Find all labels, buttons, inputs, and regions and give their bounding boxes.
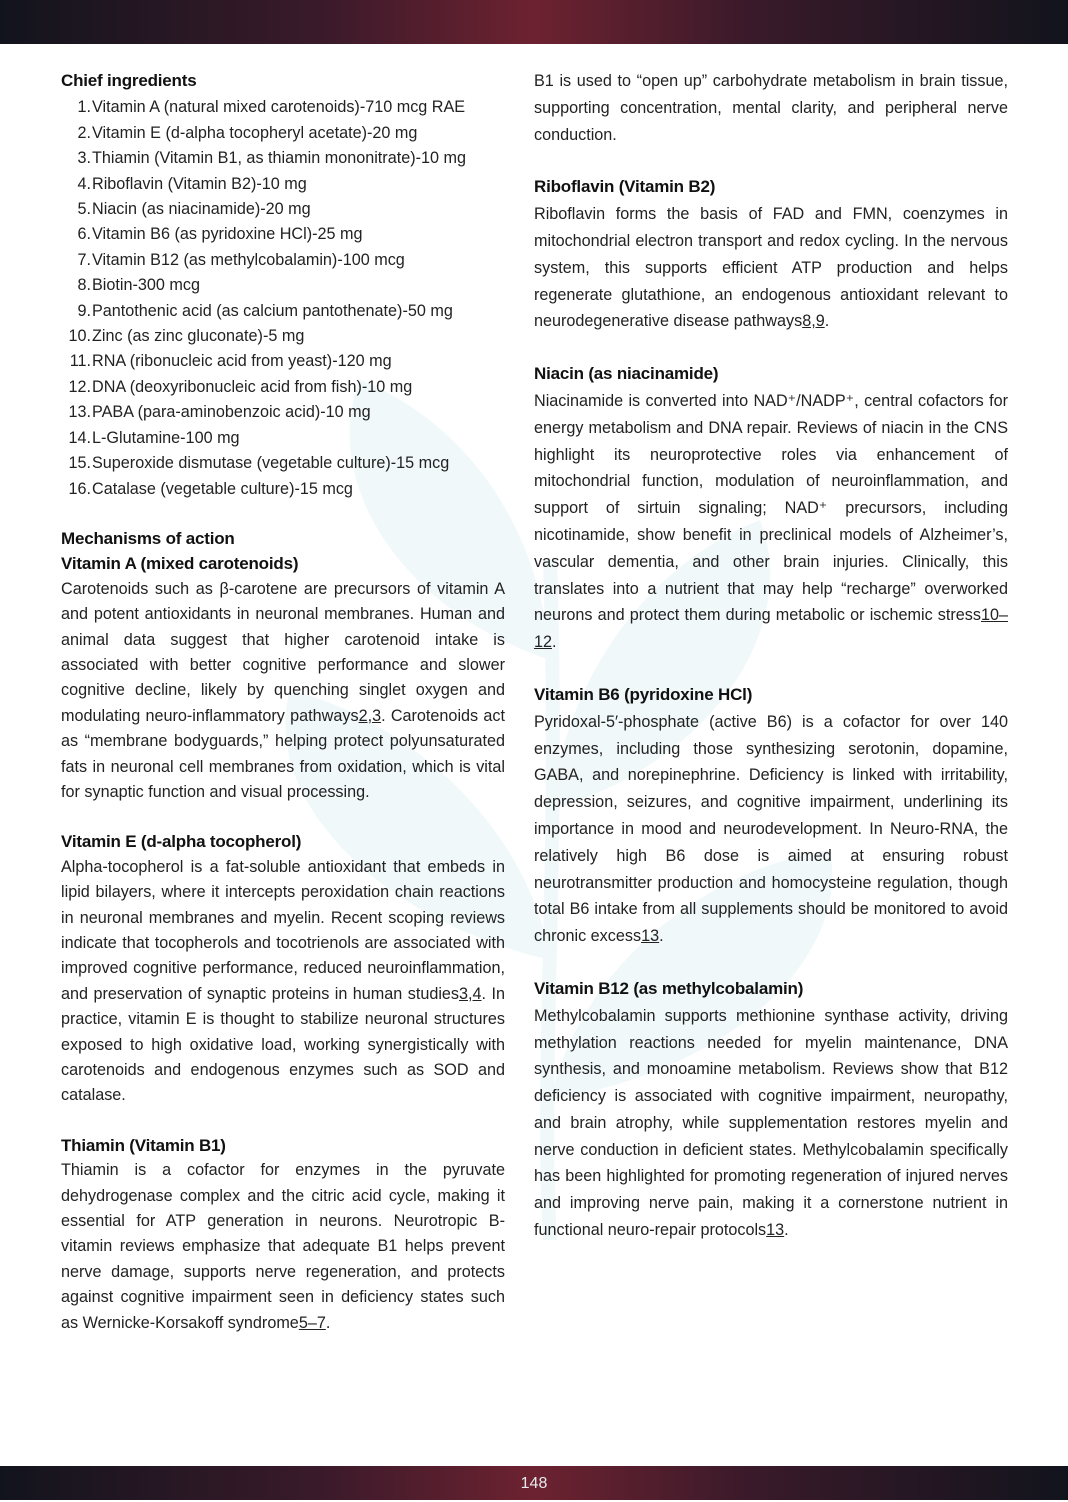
list-item: 8. Biotin-300 mcg (77, 276, 200, 295)
niacin-paragraph: Niacinamide is converted into NAD⁺/NADP⁺, central cofactors for energy metabolism and DNA repair. Reviews of niacin in the CNS highlight its neuroprotective roles via enhancement of mitochondrial function, modulation of neuroinflammation, and support of sirtuin signaling; NAD⁺ precursors, including nicotinamide, show benefit in preclinical models of Alzheimer’s, vascular dementia, and other brain injuries. Clinically, this translates into a nutrient that may help “recharge” overworked neurons and protect them during metabolic or ischemic stress10–12. (534, 391, 1008, 652)
riboflavin-heading: Riboflavin (Vitamin B2) (534, 177, 716, 197)
list-item: 13. PABA (para-aminobenzoic acid)-10 mg (68, 403, 371, 422)
niacin-heading: Niacin (as niacinamide) (534, 364, 719, 384)
citation-link[interactable]: 8,9 (802, 312, 825, 331)
vitamin-b12-paragraph: Methylcobalamin supports methionine synthase activity, driving methylation reactions needed for myelin maintenance, DNA synthesis, and monoamine metabolism. Reviews show that B12 deficiency is associated with cognitive impairment, neuropathy, and brain atrophy, while supplementation restores myelin and nerve conduction in deficient states. Methylcobalamin specifically has been highlighted for promoting regeneration of injured nerves and improving nerve pain, making it a cornerstone nutrient in functional neuro-repair protocols13. (534, 1006, 1008, 1240)
mechanisms-heading: Mechanisms of action (61, 528, 235, 548)
chief-ingredients-heading: Chief ingredients (61, 71, 197, 90)
citation-link[interactable]: 13 (641, 927, 660, 946)
right-column (534, 68, 1008, 1244)
thiamin-continued-paragraph: B1 is used to “open up” carbohydrate metabolism in brain tissue, supporting concentration, mental clarity, and peripheral nerve conduction. (534, 72, 1008, 144)
list-item: 11. RNA (ribonucleic acid from yeast)-120 mg (69, 352, 392, 371)
list-item: 1. Vitamin A (natural mixed carotenoids)-710 mcg RAE (77, 98, 466, 117)
thiamin-heading: Thiamin (Vitamin B1) (61, 1135, 226, 1155)
list-item: 3. Thiamin (Vitamin B1, as thiamin mononitrate)-10 mg (77, 149, 466, 168)
footer-bar (0, 1466, 1068, 1500)
vitamin-b6-paragraph: Pyridoxal-5′-phosphate (active B6) is a cofactor for over 140 enzymes, including those synthesizing serotonin, dopamine, GABA, and norepinephrine. Deficiency is linked with irritability, depression, seizures, and cognitive impairment, underlining its importance in mood and neurodevelopment. In Neuro-RNA, the relatively high B6 dose is aimed at ensuring robust neurotransmitter production and homocysteine regulation, though total B6 intake from all supplements should be monitored to avoid chronic excess13. (534, 712, 1008, 946)
thiamin-paragraph: Thiamin is a cofactor for enzymes in the pyruvate dehydrogenase complex and the citric acid cycle, making it essential for ATP generation in neurons. Neurotropic B-vitamin reviews emphasize that adequate B1 helps prevent nerve damage, supports nerve regeneration, and protects against cognitive impairment seen in deficiency states such as Wernicke-Korsakoff syndrome5–7. (61, 1161, 505, 1332)
vitamin-a-paragraph: Carotenoids such as β-carotene are precursors of vitamin A and potent antioxidants in neuronal membranes. Human and animal data suggest that higher carotenoid intake is associated with better cognitive performance and slower cognitive decline, likely by quenching singlet oxygen and modulating neuro-inflammatory pathways2,3. Carotenoids act as “membrane bodyguards,” helping protect polyunsaturated fats in neuronal cell membranes from oxidation, which is vital for synaptic function and visual processing. (61, 579, 505, 801)
vitamin-e-paragraph: Alpha-tocopherol is a fat-soluble antioxidant that embeds in lipid bilayers, where it intercepts peroxidation chain reactions in neuronal membranes and myelin. Recent scoping reviews indicate that tocopherols and tocotrienols are associated with improved cognitive performance, reduced neuroinflammation, and preservation of synaptic proteins in human studies3,4. In practice, vitamin E is thought to stabilize neuronal structures exposed to high oxidative load, working synergistically with carotenoids and endogenous enzymes such as SOD and catalase. (61, 857, 505, 1105)
list-item: 16. Catalase (vegetable culture)-15 mcg (68, 479, 353, 498)
vitamin-b12-heading: Vitamin B12 (as methylcobalamin) (534, 978, 804, 998)
list-item: 15. Superoxide dismutase (vegetable culture)-15 mcg (68, 454, 450, 473)
list-item: 12. DNA (deoxyribonucleic acid from fish)-10 mg (68, 377, 413, 396)
riboflavin-paragraph: Riboflavin forms the basis of FAD and FMN, coenzymes in mitochondrial electron transport and redox cycling. In the nervous system, this supports efficient ATP production and helps regenerate glutathione, an endogenous antioxidant relevant to neurodegenerative disease pathways8,9. (534, 205, 1008, 331)
ingredients-list (61, 95, 505, 502)
list-item: 4. Riboflavin (Vitamin B2)-10 mg (77, 174, 307, 193)
left-column (61, 68, 505, 1336)
citation-link[interactable]: 10–12 (534, 606, 1008, 652)
vitamin-a-heading: Vitamin A (mixed carotenoids) (61, 554, 299, 574)
list-item: 2. Vitamin E (d-alpha tocopheryl acetate)-20 mg (77, 123, 418, 142)
list-item: 7. Vitamin B12 (as methylcobalamin)-100 mcg (77, 250, 405, 269)
top-banner (0, 0, 1068, 44)
citation-link[interactable]: 13 (766, 1221, 785, 1240)
page-number: 148 (520, 1475, 548, 1492)
citation-link[interactable]: 5–7 (298, 1313, 326, 1332)
list-item: 9. Pantothenic acid (as calcium pantothenate)-50 mg (77, 301, 453, 320)
citation-link[interactable]: 3,4 (459, 984, 482, 1003)
list-item: 6. Vitamin B6 (as pyridoxine HCl)-25 mg (77, 225, 363, 244)
list-item: 14. L-Glutamine-100 mg (68, 428, 240, 447)
list-item: 10. Zinc (as zinc gluconate)-5 mg (68, 327, 305, 346)
list-item: 5. Niacin (as niacinamide)-20 mg (77, 200, 311, 219)
citation-link[interactable]: 2,3 (358, 706, 382, 725)
vitamin-e-heading: Vitamin E (d-alpha tocopherol) (61, 832, 302, 852)
vitamin-b6-heading: Vitamin B6 (pyridoxine HCl) (534, 684, 753, 704)
